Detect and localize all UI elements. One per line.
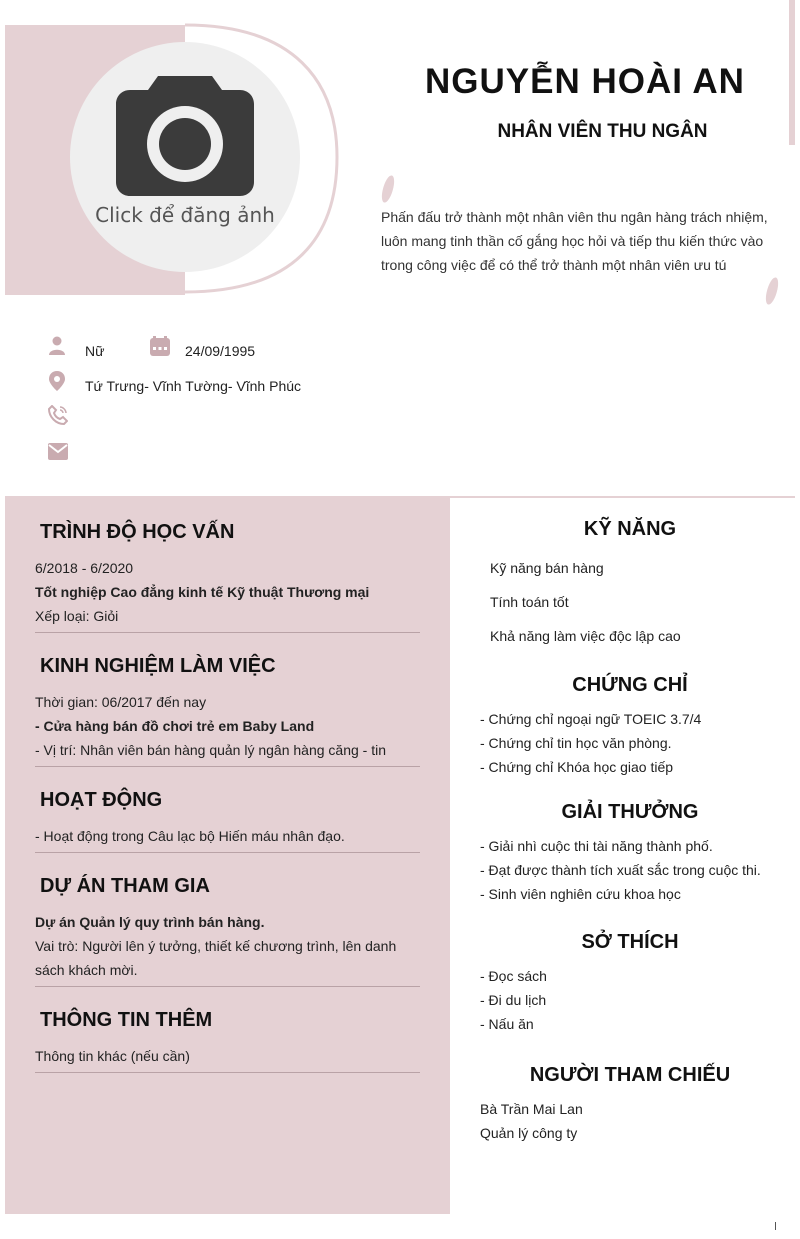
divider xyxy=(35,1072,420,1073)
project-role: Vai trò: Người lên ý tưởng, thiết kế chương trình, lên danh sách khách mời. xyxy=(35,938,397,978)
skills-section xyxy=(480,518,780,653)
right-column-top-border xyxy=(450,496,795,498)
certificates-section xyxy=(480,674,780,779)
projects-section xyxy=(35,875,420,987)
skill-item: Kỹ năng bán hàng xyxy=(490,560,604,576)
award-item: - Giải nhì cuộc thi tài năng thành phố. xyxy=(480,838,713,854)
mail-icon xyxy=(48,441,68,461)
extra-info-item: Thông tin khác (nếu cần) xyxy=(35,1048,190,1064)
certificate-item: - Chứng chỉ Khóa học giao tiếp xyxy=(480,759,674,775)
hobby-item: - Đi du lịch xyxy=(480,992,547,1008)
skill-item: Tính toán tốt xyxy=(490,594,569,610)
activity-item: - Hoạt động trong Câu lạc bộ Hiến máu nhân đạo. xyxy=(35,828,345,844)
project-name: Dự án Quản lý quy trình bán hàng. xyxy=(35,914,265,930)
certificate-item: - Chứng chỉ ngoại ngữ TOEIC 3.7/4 xyxy=(480,711,702,727)
photo-upload-label[interactable]: Click để đăng ảnh xyxy=(95,203,275,227)
activities-section xyxy=(35,789,420,853)
award-item: - Đạt được thành tích xuất sắc trong cuộc thi. xyxy=(480,862,761,878)
calendar-icon xyxy=(150,336,170,356)
extra-info-section xyxy=(35,1009,420,1073)
certificate-item: - Chứng chỉ tin học văn phòng. xyxy=(480,735,672,751)
quote-close-icon xyxy=(764,276,780,305)
section-title: DỰ ÁN THAM GIA xyxy=(40,875,210,897)
section-title: KINH NGHIỆM LÀM VIỆC xyxy=(40,655,276,677)
camera-icon xyxy=(116,76,254,196)
photo-upload[interactable] xyxy=(70,42,300,272)
location-icon xyxy=(48,371,68,391)
career-objective: Phấn đấu trở thành một nhân viên thu ngân hàng trách nhiệm, luôn mang tinh thần cố gắng học hỏi và tiếp thu kiến thức vào trong công việc để có thể trở thành một nhân viên ưu tú xyxy=(381,209,768,273)
section-title: SỞ THÍCH xyxy=(581,931,679,953)
education-period: 6/2018 - 6/2020 xyxy=(35,560,134,576)
job-position: NHÂN VIÊN THU NGÂN xyxy=(497,121,708,142)
section-title: NGƯỜI THAM CHIẾU xyxy=(529,1064,731,1086)
hobby-item: - Nấu ăn xyxy=(480,1016,534,1032)
reference-name: Bà Trần Mai Lan xyxy=(480,1101,583,1117)
section-title: HOẠT ĐỘNG xyxy=(40,789,163,811)
section-title: GIẢI THƯỞNG xyxy=(561,801,699,823)
phone-icon xyxy=(48,405,68,425)
experience-company: - Cửa hàng bán đồ chơi trẻ em Baby Land xyxy=(35,718,315,734)
page-mark xyxy=(775,1222,776,1230)
section-title: TRÌNH ĐỘ HỌC VẤN xyxy=(40,521,235,543)
hobby-item: - Đọc sách xyxy=(480,968,547,984)
skill-item: Khả năng làm việc độc lập cao xyxy=(490,628,681,644)
section-title: THÔNG TIN THÊM xyxy=(40,1009,213,1031)
divider xyxy=(35,766,420,767)
quote-open-icon xyxy=(380,174,396,203)
candidate-name: NGUYỄN HOÀI AN xyxy=(425,62,745,101)
award-item: - Sinh viên nghiên cứu khoa học xyxy=(480,886,681,902)
divider xyxy=(35,986,420,987)
education-grade: Xếp loại: Giỏi xyxy=(35,608,119,624)
divider xyxy=(35,632,420,633)
user-icon xyxy=(48,336,68,356)
birthday-value: 24/09/1995 xyxy=(185,343,256,359)
section-title: CHỨNG CHỈ xyxy=(572,674,688,696)
reference-role: Quản lý công ty xyxy=(480,1125,578,1141)
hobbies-section xyxy=(480,931,780,1036)
gender-value: Nữ xyxy=(85,343,105,359)
experience-section xyxy=(35,655,420,767)
education-degree: Tốt nghiệp Cao đẳng kinh tế Kỹ thuật Thương mại xyxy=(35,584,370,600)
accent-bar xyxy=(789,0,795,145)
section-title: KỸ NĂNG xyxy=(583,518,677,540)
experience-period: Thời gian: 06/2017 đến nay xyxy=(35,694,207,710)
awards-section xyxy=(480,801,780,906)
experience-role: - Vị trí: Nhân viên bán hàng quản lý ngân hàng căng - tin xyxy=(35,742,387,758)
education-section xyxy=(35,521,420,633)
references-section xyxy=(480,1064,780,1145)
divider xyxy=(35,852,420,853)
address-value: Tứ Trưng- Vĩnh Tường- Vĩnh Phúc xyxy=(85,378,302,394)
